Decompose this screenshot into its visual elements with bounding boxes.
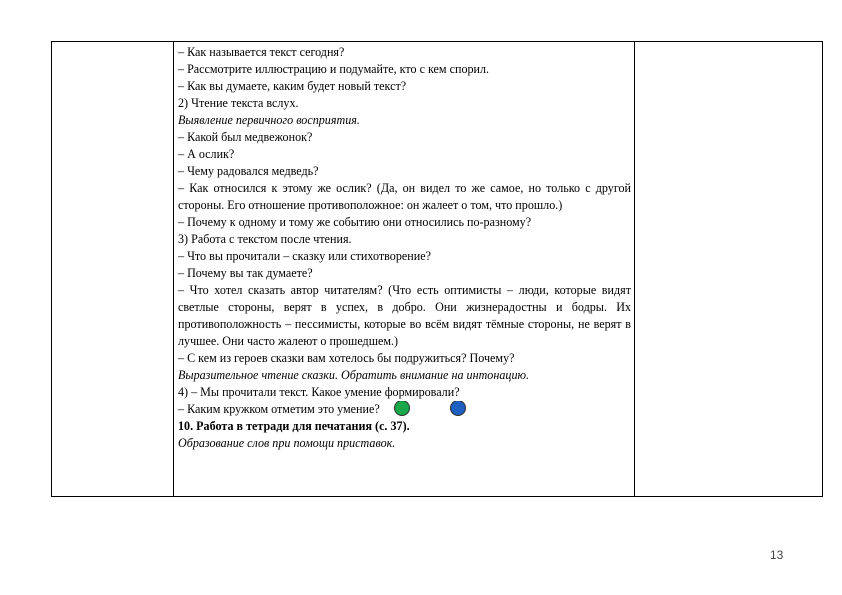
text-line: 2) Чтение текста вслух. — [178, 96, 299, 110]
lesson-table — [51, 41, 823, 497]
right-column-cell — [635, 42, 823, 497]
text-line-bold: 10. Работа в тетради для печатания (с. 37). — [178, 419, 410, 433]
table-row — [52, 42, 823, 497]
text-line: – Почему к одному и тому же событию они относились по-разному? — [178, 215, 532, 229]
text-line: – Какой был медвежонок? — [178, 130, 313, 144]
circle-question-text: – Каким кружком отметим это умение? — [178, 402, 380, 416]
text-line: 4) – Мы прочитали текст. Какое умение формировали? — [178, 385, 460, 399]
text-line: – Почему вы так думаете? — [178, 266, 313, 280]
text-line: – Рассмотрите иллюстрацию и подумайте, кто с кем спорил. — [178, 62, 490, 76]
page-number: 13 — [770, 548, 784, 562]
circle-markers — [380, 403, 500, 413]
text-paragraph: – Что хотел сказать автор читателям? (Что есть оптимисты – люди, которые видят светлые стороны, верят в успех, в добро. Они жизнерадостны и бодры. Их противоположность – пессимисты, которые во всём видят тёмные стороны, не верят в лучшее. Они часто жалеют о прошедшем.) — [178, 283, 631, 348]
content-cell — [174, 42, 635, 497]
text-line: – Чему радовался медведь? — [178, 164, 319, 178]
text-line: – Как называется текст сегодня? — [178, 45, 345, 59]
text-line-italic: Выразительное чтение сказки. Обратить внимание на интонацию. — [178, 368, 530, 382]
text-paragraph: – Как относился к этому же ослик? (Да, он видел то же самое, но только с другой стороны. Его отношение противоположное: он жалеет о том, что прошло.) — [178, 181, 631, 212]
text-line: – А ослик? — [178, 147, 235, 161]
circle-question-line — [178, 401, 631, 418]
green-circle-icon — [394, 401, 410, 416]
text-line-italic: Выявление первичного восприятия. — [178, 113, 360, 127]
text-line: 3) Работа с текстом после чтения. — [178, 232, 352, 246]
left-column-cell — [52, 42, 174, 497]
text-line: – Как вы думаете, каким будет новый текст? — [178, 79, 407, 93]
lesson-text — [174, 42, 634, 452]
text-line: – Что вы прочитали – сказку или стихотворение? — [178, 249, 431, 263]
blue-circle-icon — [450, 401, 466, 416]
text-line-italic: Образование слов при помощи приставок. — [178, 436, 396, 450]
text-line: – С кем из героев сказки вам хотелось бы подружиться? Почему? — [178, 351, 515, 365]
